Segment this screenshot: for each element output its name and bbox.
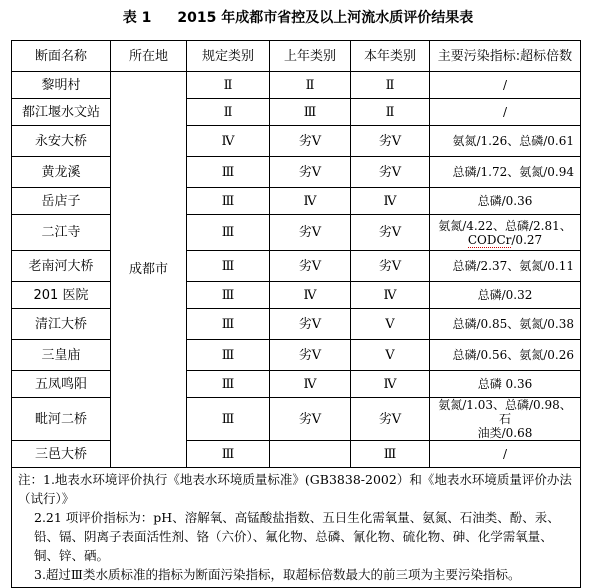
note-1: 注：1.地表水环境评价执行《地表水环境质量标准》(GB3838-2002）和《地表水环境质量评价办法（试行）》 bbox=[18, 472, 572, 506]
pollutants-line-1: 氨氮/4.22、总磷/2.81、 bbox=[438, 218, 572, 233]
last-year-class: Ⅲ bbox=[270, 99, 351, 126]
table-row bbox=[12, 251, 581, 282]
notes-row bbox=[12, 468, 581, 588]
pollutants: 总磷/2.37、氨氮/0.11 bbox=[430, 251, 581, 282]
pollutants bbox=[430, 398, 581, 441]
this-year-class: Ⅴ bbox=[351, 340, 430, 371]
this-year-class: Ⅱ bbox=[351, 72, 430, 99]
this-year-class: 劣Ⅴ bbox=[351, 215, 430, 251]
notes-cell bbox=[12, 468, 581, 588]
required-class: Ⅱ bbox=[187, 99, 270, 126]
note-3: 3.超过Ⅲ类水质标准的指标为断面污染指标，取超标倍数最大的前三项为主要污染指标。 bbox=[34, 567, 521, 582]
table-title bbox=[0, 7, 596, 27]
section-name: 黄龙溪 bbox=[12, 157, 111, 188]
pollutants-line-2: 油类/0.68 bbox=[477, 426, 533, 440]
last-year-class: 劣Ⅴ bbox=[270, 215, 351, 251]
pollutants: 总磷/0.85、氨氮/0.38 bbox=[430, 309, 581, 340]
section-name: 都江堰水文站 bbox=[12, 99, 111, 126]
header-section-name: 断面名称 bbox=[12, 41, 111, 72]
pollutants bbox=[430, 215, 581, 251]
required-class: Ⅲ bbox=[187, 371, 270, 398]
table-row bbox=[12, 371, 581, 398]
required-class: Ⅲ bbox=[187, 215, 270, 251]
required-class: Ⅱ bbox=[187, 72, 270, 99]
header-this-year-class: 本年类别 bbox=[351, 41, 430, 72]
section-name: 老南河大桥 bbox=[12, 251, 111, 282]
table-row bbox=[12, 309, 581, 340]
codcr-label: CODCr bbox=[467, 232, 512, 247]
table-row bbox=[12, 99, 581, 126]
this-year-class: Ⅳ bbox=[351, 371, 430, 398]
pollutants: 氨氮/1.26、总磷/0.61 bbox=[430, 126, 581, 157]
this-year-class: 劣Ⅴ bbox=[351, 251, 430, 282]
last-year-class: Ⅱ bbox=[270, 72, 351, 99]
last-year-class: 劣Ⅴ bbox=[270, 126, 351, 157]
required-class: Ⅲ bbox=[187, 309, 270, 340]
this-year-class: Ⅱ bbox=[351, 99, 430, 126]
required-class: Ⅲ bbox=[187, 251, 270, 282]
pollutants: 总磷/0.32 bbox=[430, 282, 581, 309]
this-year-class: 劣Ⅴ bbox=[351, 398, 430, 441]
pollutants: / bbox=[430, 441, 581, 468]
pollutants: 总磷/0.56、氨氮/0.26 bbox=[430, 340, 581, 371]
last-year-class: 劣Ⅴ bbox=[270, 340, 351, 371]
last-year-class: Ⅳ bbox=[270, 188, 351, 215]
required-class: Ⅲ bbox=[187, 398, 270, 441]
pollutants: / bbox=[430, 99, 581, 126]
section-name: 201 医院 bbox=[12, 282, 111, 309]
this-year-class: Ⅲ bbox=[351, 441, 430, 468]
required-class: Ⅲ bbox=[187, 340, 270, 371]
table-number: 表 1 bbox=[122, 10, 152, 26]
this-year-class: Ⅴ bbox=[351, 309, 430, 340]
this-year-class: 劣Ⅴ bbox=[351, 126, 430, 157]
last-year-class: 劣Ⅴ bbox=[270, 251, 351, 282]
section-name: 二江寺 bbox=[12, 215, 111, 251]
this-year-class: 劣Ⅴ bbox=[351, 157, 430, 188]
water-quality-table bbox=[11, 40, 581, 588]
table-row bbox=[12, 398, 581, 441]
last-year-class bbox=[270, 441, 351, 468]
table-row bbox=[12, 157, 581, 188]
last-year-class: 劣Ⅴ bbox=[270, 309, 351, 340]
header-row bbox=[12, 41, 581, 72]
last-year-class: 劣Ⅴ bbox=[270, 398, 351, 441]
pollutants: 总磷 0.36 bbox=[430, 371, 581, 398]
table-row bbox=[12, 188, 581, 215]
header-required-class: 规定类别 bbox=[187, 41, 270, 72]
table-row bbox=[12, 282, 581, 309]
location-cell: 成都市 bbox=[111, 72, 187, 468]
required-class: Ⅲ bbox=[187, 441, 270, 468]
section-name: 五凤鸣阳 bbox=[12, 371, 111, 398]
section-name: 岳店子 bbox=[12, 188, 111, 215]
table-row bbox=[12, 340, 581, 371]
pollutants: 总磷/1.72、氨氮/0.94 bbox=[430, 157, 581, 188]
table-row bbox=[12, 215, 581, 251]
section-name: 三邑大桥 bbox=[12, 441, 111, 468]
this-year-class: Ⅳ bbox=[351, 282, 430, 309]
table-row bbox=[12, 72, 581, 99]
this-year-class: Ⅳ bbox=[351, 188, 430, 215]
required-class: Ⅲ bbox=[187, 188, 270, 215]
table-title-text: 2015 年成都市省控及以上河流水质评价结果表 bbox=[177, 10, 474, 26]
pollutants: / bbox=[430, 72, 581, 99]
last-year-class: Ⅳ bbox=[270, 371, 351, 398]
section-name: 三皇庙 bbox=[12, 340, 111, 371]
section-name: 清江大桥 bbox=[12, 309, 111, 340]
last-year-class: 劣Ⅴ bbox=[270, 157, 351, 188]
section-name: 毗河二桥 bbox=[12, 398, 111, 441]
section-name: 黎明村 bbox=[12, 72, 111, 99]
header-main-pollutants: 主要污染指标:超标倍数 bbox=[430, 41, 581, 72]
required-class: Ⅲ bbox=[187, 157, 270, 188]
pollutants-line-1: 氨氮/1.03、总磷/0.98、石 bbox=[438, 398, 572, 426]
table-row bbox=[12, 126, 581, 157]
required-class: Ⅲ bbox=[187, 282, 270, 309]
header-last-year-class: 上年类别 bbox=[270, 41, 351, 72]
required-class: Ⅳ bbox=[187, 126, 270, 157]
table-row bbox=[12, 441, 581, 468]
section-name: 永安大桥 bbox=[12, 126, 111, 157]
pollutants: 总磷/0.36 bbox=[430, 188, 581, 215]
note-2: 2.21 项评价指标为：pH、溶解氧、高锰酸盐指数、五日生化需氧量、氨氮、石油类、酚、汞、铅、镉、阴离子表面活性剂、铬（六价）、氟化物、总磷、氰化物、硫化物、砷、化学需氧量、铜、锌、硒。 bbox=[34, 510, 560, 563]
last-year-class: Ⅳ bbox=[270, 282, 351, 309]
header-location: 所在地 bbox=[111, 41, 187, 72]
pollutants-line-2: /0.27 bbox=[511, 232, 543, 247]
